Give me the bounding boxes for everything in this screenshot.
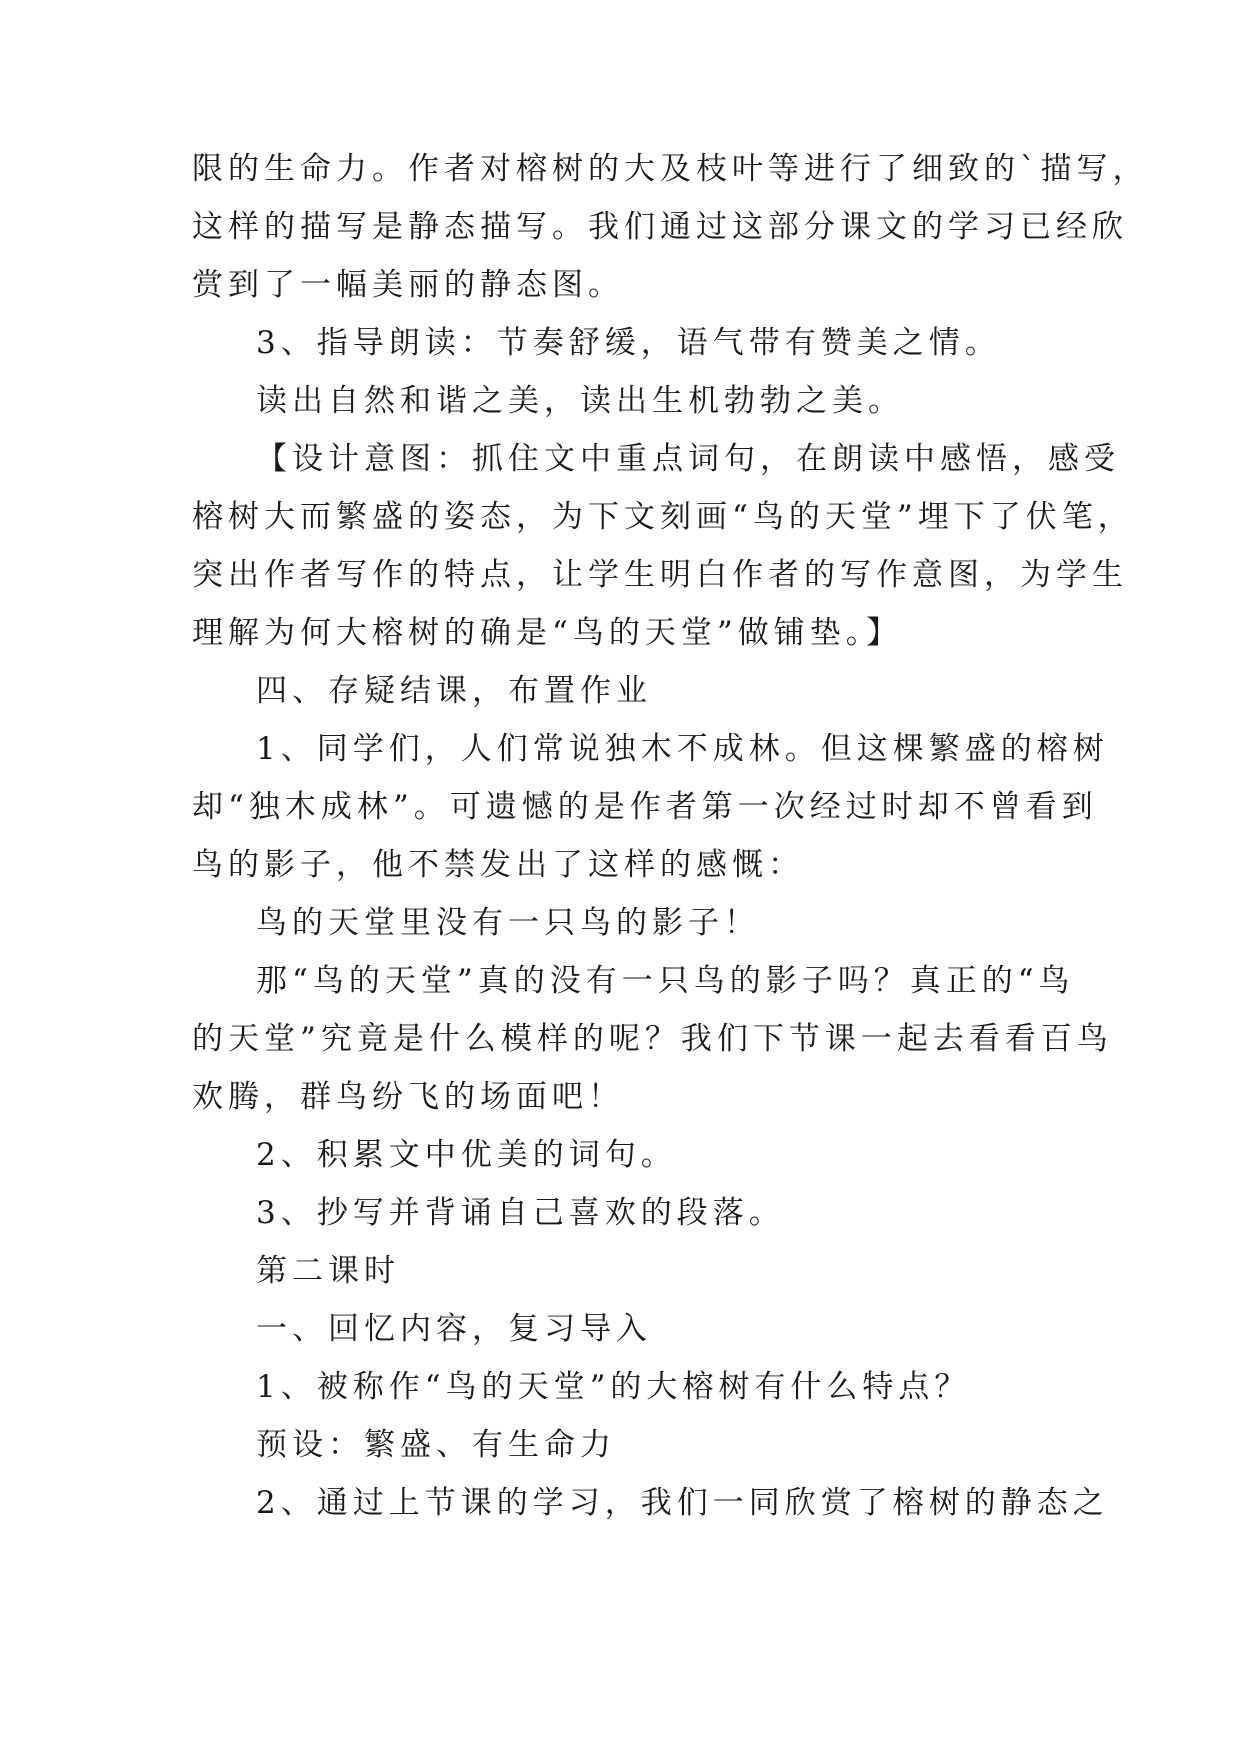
text-line: 鸟的影子，他不禁发出了这样的感慨： xyxy=(192,847,804,883)
text-line: 突出作者写作的特点，让学生明白作者的写作意图，为学生 xyxy=(192,557,1128,593)
text-line: 预设：繁盛、有生命力 xyxy=(256,1427,616,1463)
text-line: 理解为何大榕树的确是“鸟的天堂”做铺垫。】 xyxy=(192,615,903,651)
text-line: 欢腾，群鸟纷飞的场面吧！ xyxy=(192,1079,624,1115)
text-line: 1、同学们，人们常说独木不成林。但这棵繁盛的榕树 xyxy=(256,731,1109,767)
section-heading: 四、存疑结课，布置作业 xyxy=(256,673,652,709)
text-line: 限的生命力。作者对榕树的大及枝叶等进行了细致的`描写， xyxy=(192,151,1149,187)
quote-line: 鸟的天堂里没有一只鸟的影子！ xyxy=(256,905,760,941)
homework-item: 3、抄写并背诵自己喜欢的段落。 xyxy=(256,1195,785,1231)
text-line: 赏到了一幅美丽的静态图。 xyxy=(192,267,624,303)
body-text xyxy=(192,140,1149,1532)
text-line: 的天堂”究竟是什么模样的呢？我们下节课一起去看看百鸟 xyxy=(192,1021,1113,1057)
text-line: 2、通过上节课的学习，我们一同欣赏了榕树的静态之 xyxy=(256,1485,1109,1521)
text-line: 榕树大而繁盛的姿态，为下文刻画“鸟的天堂”埋下了伏笔， xyxy=(192,499,1134,535)
text-line: 却“独木成林”。可遗憾的是作者第一次经过时却不曾看到 xyxy=(192,789,1098,825)
text-line: 这样的描写是静态描写。我们通过这部分课文的学习已经欣 xyxy=(192,209,1128,245)
text-line: 3、指导朗读：节奏舒缓，语气带有赞美之情。 xyxy=(256,325,1001,361)
text-line: 那“鸟的天堂”真的没有一只鸟的影子吗？真正的“鸟 xyxy=(256,963,1075,999)
homework-item: 2、积累文中优美的词句。 xyxy=(256,1137,677,1173)
text-line: 读出自然和谐之美，读出生机勃勃之美。 xyxy=(256,383,904,419)
design-intent-line: 【设计意图：抓住文中重点词句，在朗读中感悟，感受 xyxy=(256,441,1120,477)
section-heading: 一、回忆内容，复习导入 xyxy=(256,1311,652,1347)
text-line: 1、被称作“鸟的天堂”的大榕树有什么特点？ xyxy=(256,1369,971,1405)
lesson-heading: 第二课时 xyxy=(256,1253,400,1289)
